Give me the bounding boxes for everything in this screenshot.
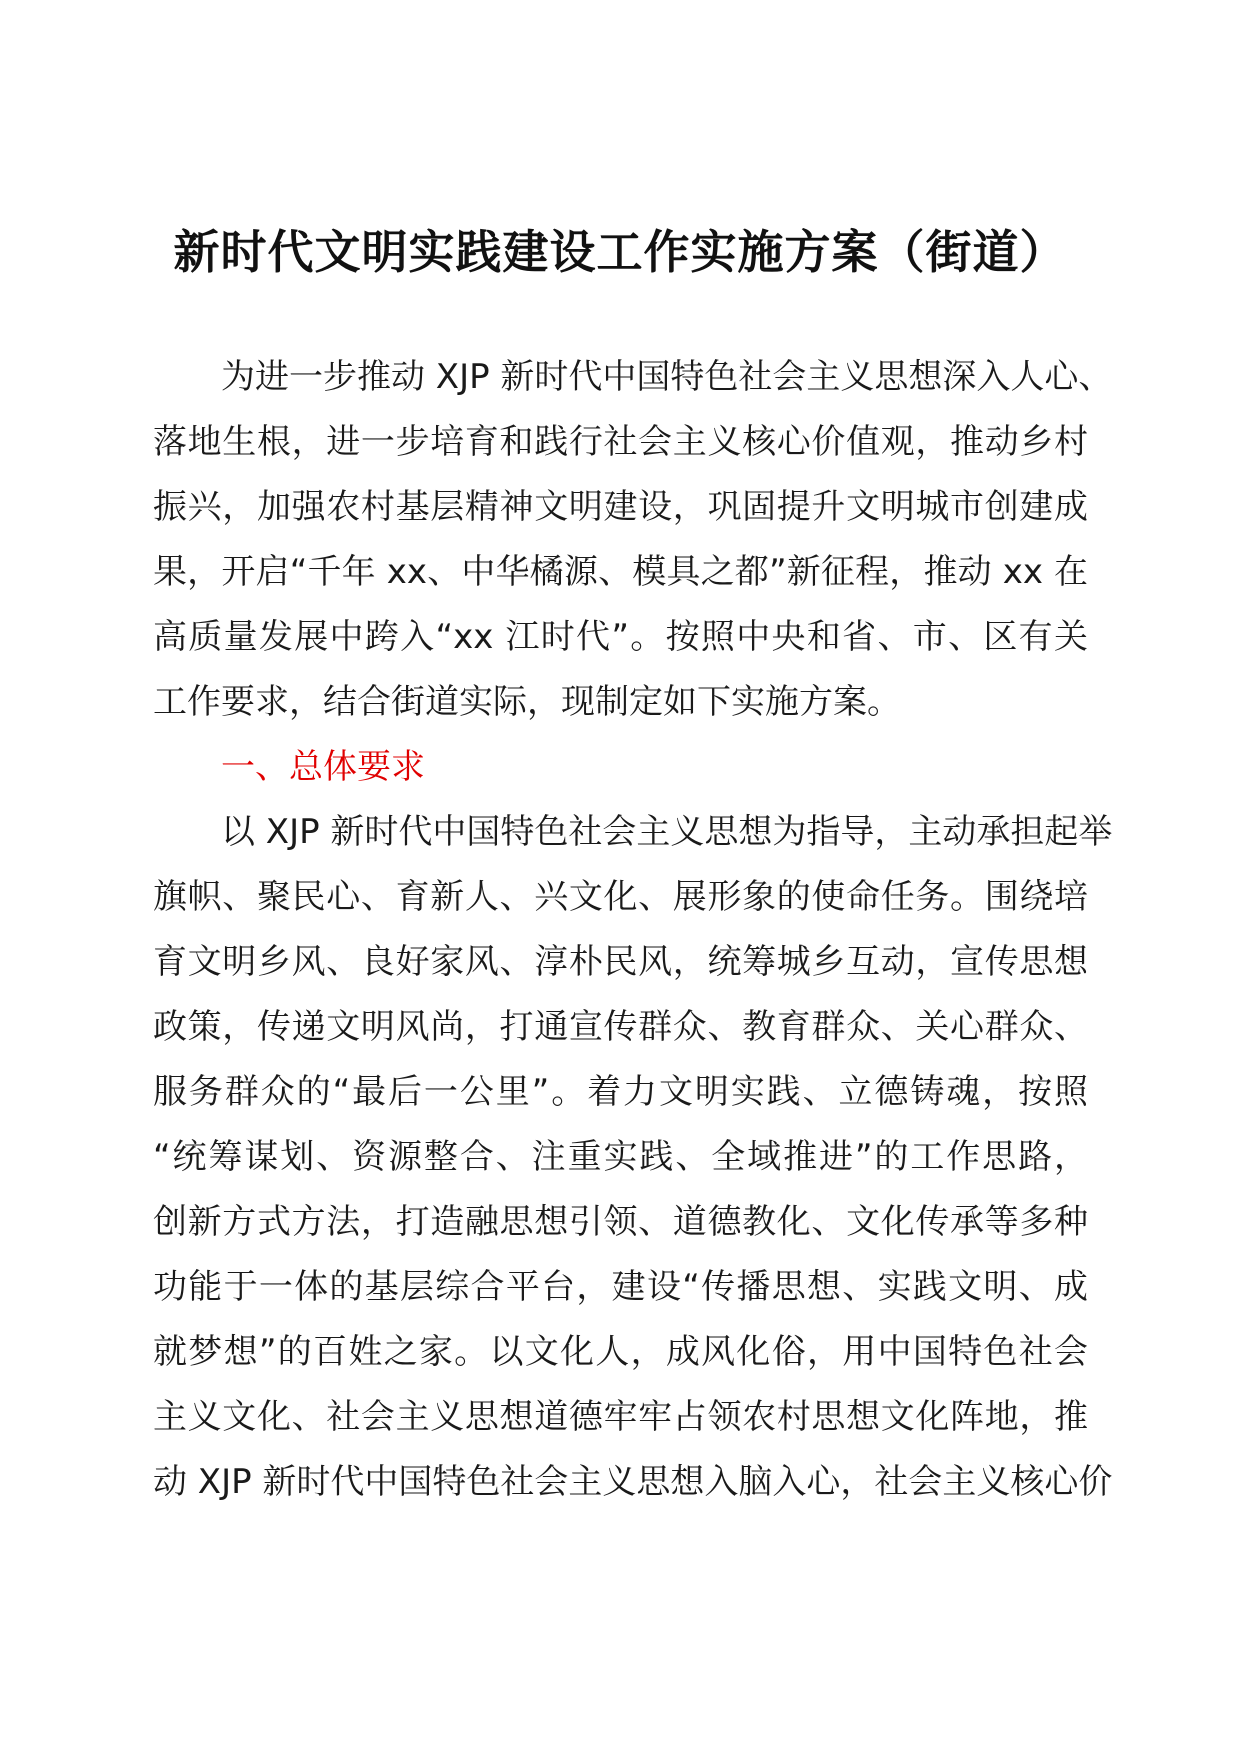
general-requirements-paragraph	[153, 800, 1113, 1515]
paragraph-line: 以 XJP 新时代中国特色社会主义思想为指导，主动承担起举	[221, 812, 1113, 852]
document-title: 新时代文明实践建设工作实施方案（街道）	[173, 225, 1067, 279]
paragraph-line: 服务群众的“最后一公里”。着力文明实践、立德铸魂，按照	[153, 1072, 1088, 1112]
paragraph-line: 振兴，加强农村基层精神文明建设，巩固提升文明城市创建成	[153, 487, 1088, 527]
paragraph-line: 创新方式方法，打造融思想引领、道德教化、文化传承等多种	[153, 1202, 1088, 1242]
paragraph-line: 工作要求，结合街道实际，现制定如下实施方案。	[153, 682, 901, 722]
paragraph-line: 功能于一体的基层综合平台，建设“传播思想、实践文明、成	[153, 1267, 1088, 1307]
paragraph-line: 主义文化、社会主义思想道德牢牢占领农村思想文化阵地，推	[153, 1397, 1088, 1437]
paragraph-line: 高质量发展中跨入“xx 江时代”。按照中央和省、市、区有关	[153, 617, 1088, 657]
intro-paragraph	[153, 345, 1113, 735]
paragraph-line: 为进一步推动 XJP 新时代中国特色社会主义思想深入人心、	[221, 357, 1113, 397]
paragraph-line: 果，开启“千年 xx、中华橘源、模具之都”新征程，推动 xx 在	[153, 552, 1088, 592]
paragraph-line: 旗帜、聚民心、育新人、兴文化、展形象的使命任务。围绕培	[153, 877, 1088, 917]
paragraph-line: “统筹谋划、资源整合、注重实践、全域推进”的工作思路，	[153, 1137, 1088, 1177]
section-heading-general-requirements	[153, 735, 1088, 800]
paragraph-line: 育文明乡风、良好家风、淳朴民风，统筹城乡互动，宣传思想	[153, 942, 1088, 982]
paragraph-line: 动 XJP 新时代中国特色社会主义思想入脑入心，社会主义核心价	[153, 1462, 1113, 1502]
paragraph-line: 落地生根，进一步培育和践行社会主义核心价值观，推动乡村	[153, 422, 1088, 462]
paragraph-line: 政策，传递文明风尚，打通宣传群众、教育群众、关心群众、	[153, 1007, 1088, 1047]
paragraph-line: 就梦想”的百姓之家。以文化人，成风化俗，用中国特色社会	[153, 1332, 1088, 1372]
section-heading-text: 一、总体要求	[221, 747, 425, 787]
